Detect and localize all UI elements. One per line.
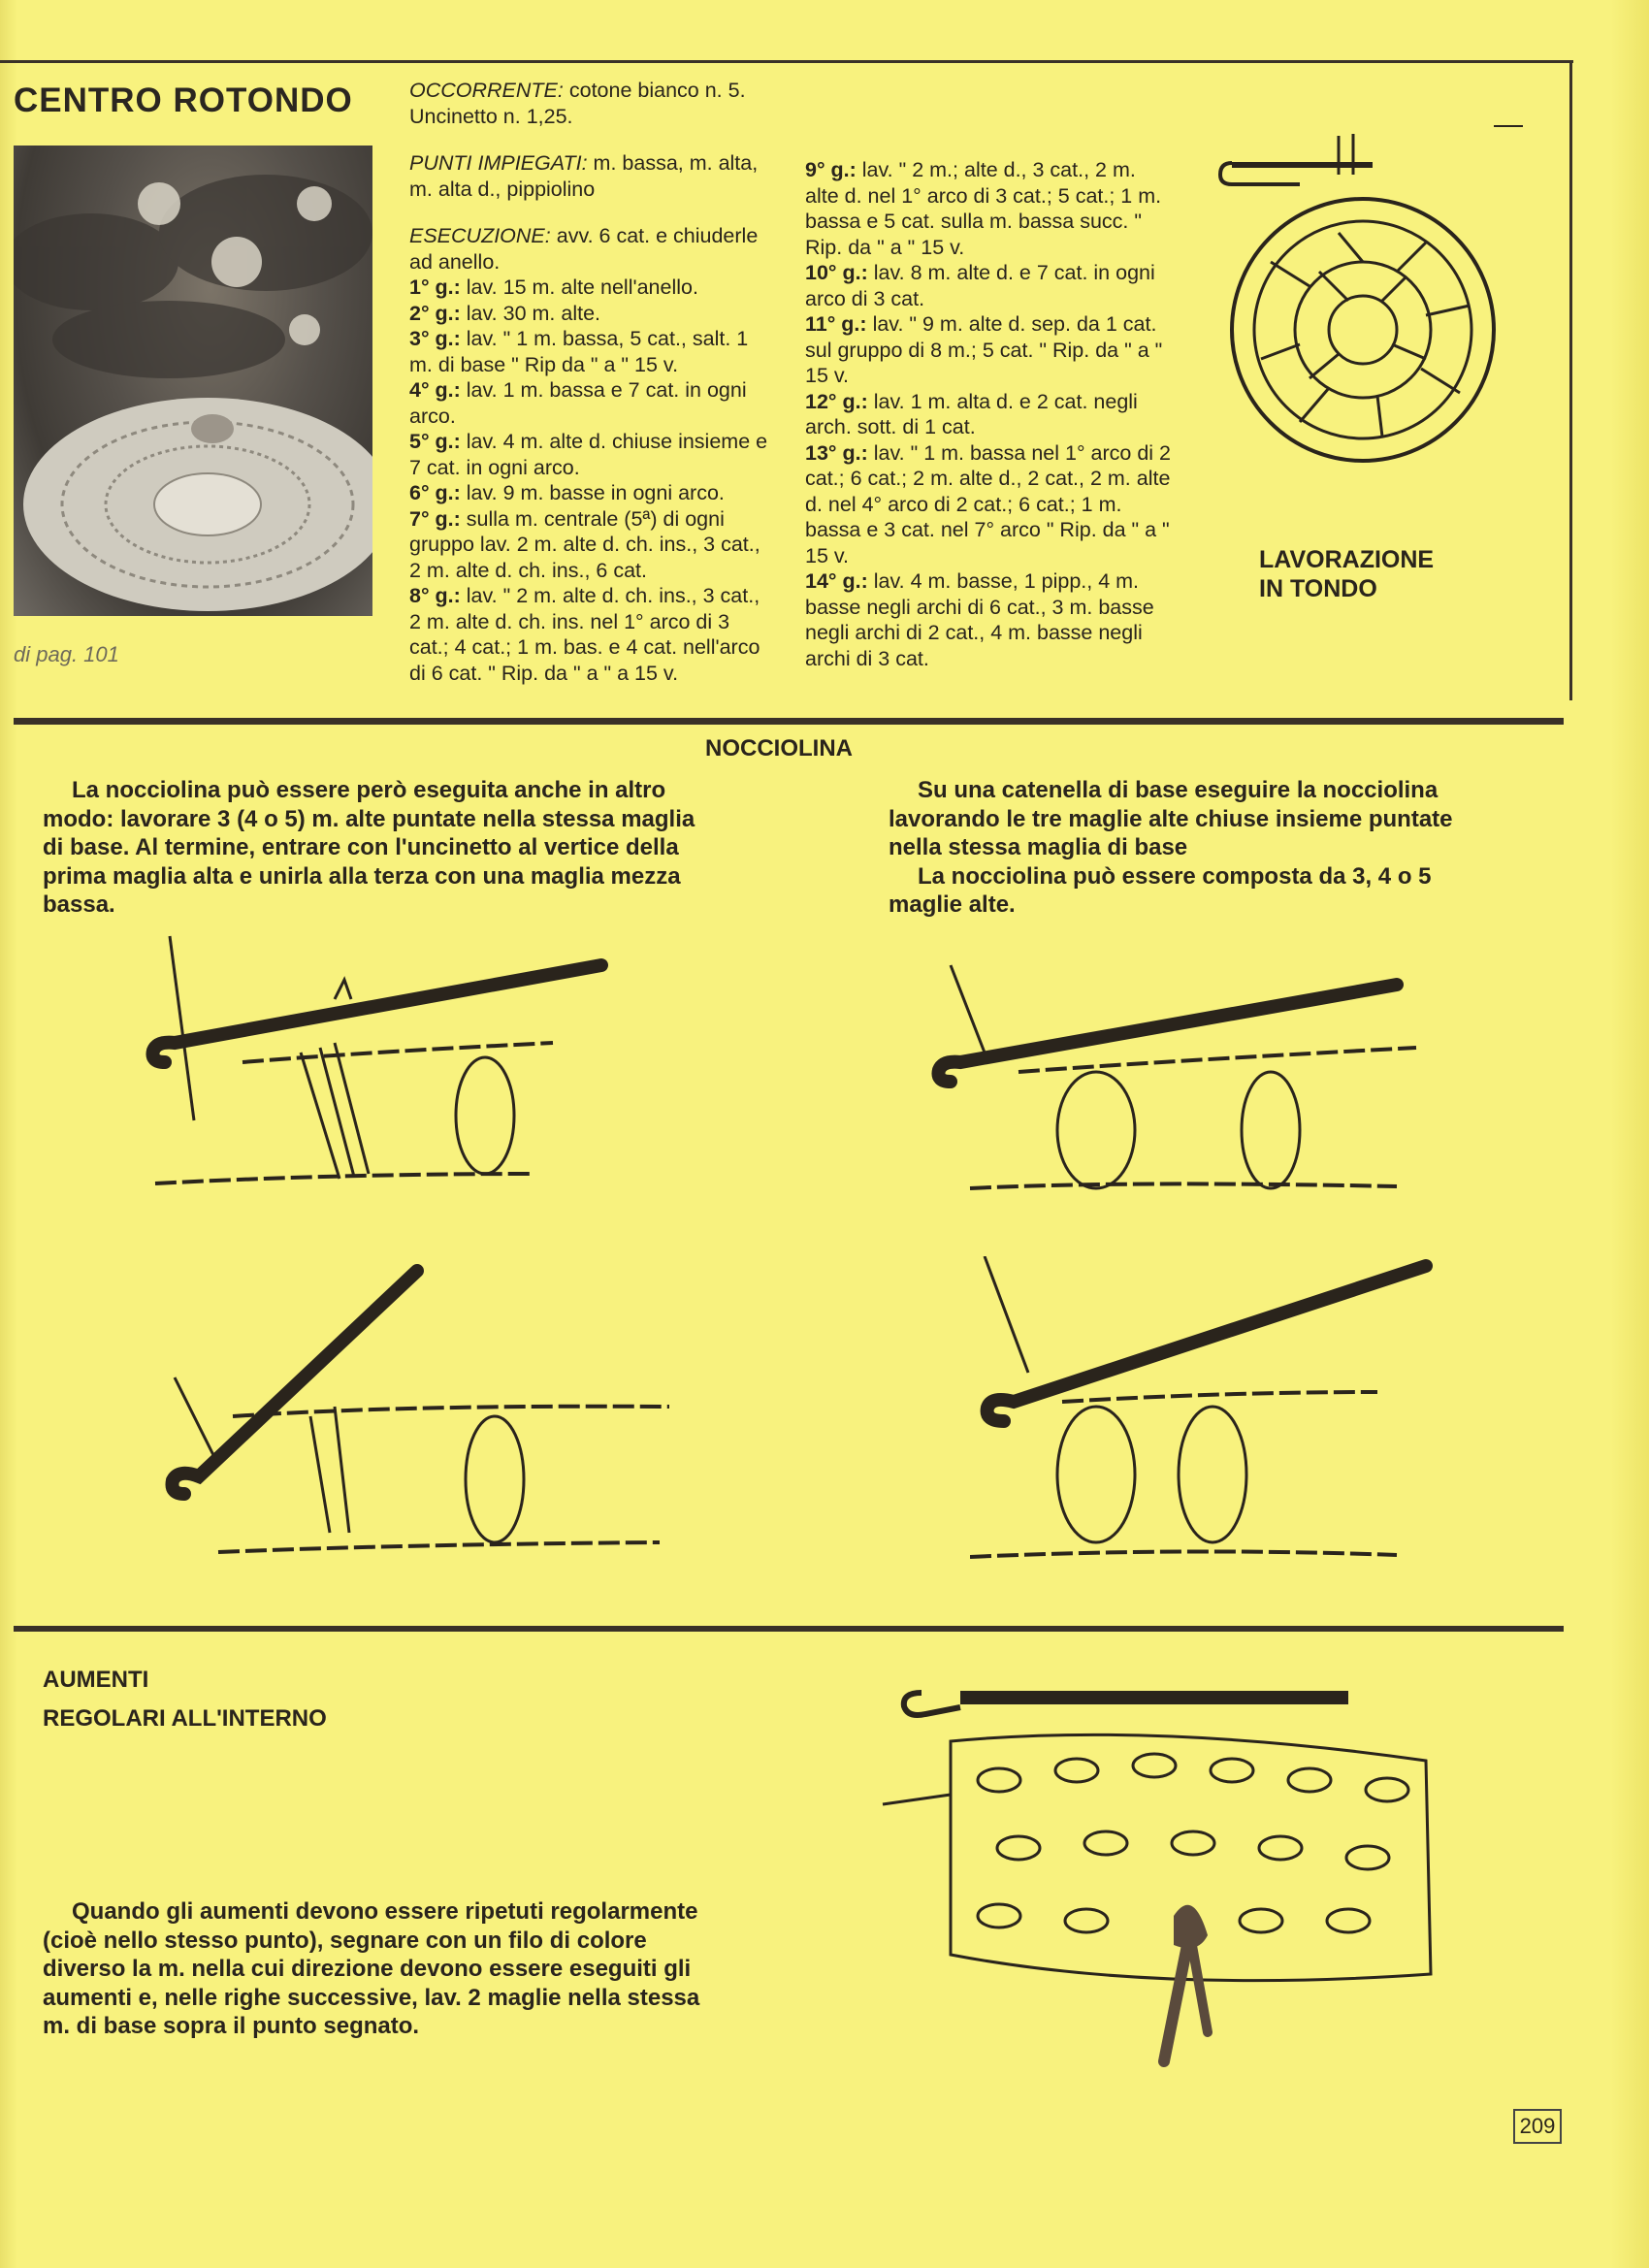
row-instruction: 14° g.: lav. 4 m. basse, 1 pipp., 4 m. basse negli archi di 6 cat., 3 m. basse negli archi di 2 cat., 4 m. basse negli archi di 3 cat. <box>805 569 1154 670</box>
nocciolina-step-1-illustration <box>146 926 689 1203</box>
row-instruction: 12° g.: lav. 1 m. alta d. e 2 cat. negli arch. sott. di 1 cat. <box>805 389 1138 438</box>
row-instruction: 9° g.: lav. " 2 m.; alte d., 3 cat., 2 m. alte d. nel 1° arco di 3 cat.; 5 cat.; 1 m. bassa e 5 cat. sulla m. bassa succ. " Rip. da " a " 15 v. <box>805 158 1162 259</box>
nocciolina-right-text: Su una catenella di base eseguire la nocciolina lavorando le tre maglie alte chiuse insieme puntate nella stessa maglia di base La nocciolina può essere composta da 3, 4 o 5 maglie alte. <box>889 777 1453 918</box>
row-instruction: 13° g.: lav. " 1 m. bassa nel 1° arco di 2 cat.; 6 cat.; 2 m. alte d., 2 cat., 2 m. alte d. nel 4° arco di 2 cat.; 6 cat.; 1 m. bassa e 3 cat. nel 7° arco " Rip. da " a " 15 v. <box>805 440 1171 567</box>
esecuzione-text: avv. 6 cat. e chiuderle ad anello. <box>409 224 759 274</box>
nocciolina-heading: NOCCIOLINA <box>705 735 853 761</box>
page-title: CENTRO ROTONDO <box>14 81 353 119</box>
top-rule <box>0 60 1573 63</box>
aumenti-text: Quando gli aumenti devono essere ripetuti regolarmente (cioè nello stesso punto), segnare con un filo di colore diverso la m. nella cui direzione devono essere eseguiti gli aumenti e, nelle righe successive, lav. 2 maglie nella stessa m. di base sopra il punto segnato. <box>43 1898 700 2039</box>
row-instruction: 6° g.: lav. 9 m. basse in ogni arco. <box>409 481 725 504</box>
occorrente-label: OCCORRENTE: <box>409 79 564 102</box>
aumenti-illustration <box>863 1664 1445 2090</box>
row-instruction: 5° g.: lav. 4 m. alte d. chiuse insieme e 7 cat. in ogni arco. <box>409 430 768 479</box>
row-instruction: 8° g.: lav. " 2 m. alte d. ch. ins., 3 cat., 2 m. alte d. ch. ins. nel 1° arco di 3 cat.; 4 cat.; 1 m. bas. e 4 cat. nell'arco di 6 cat. " Rip. da " a " a 15 v. <box>409 584 760 685</box>
punti-text: m. bassa, m. alta, m. alta d., pippiolino <box>409 151 759 201</box>
instructions-column-1 <box>409 78 773 686</box>
section-rule-aumenti <box>14 1626 1564 1632</box>
aumenti-heading: AUMENTI <box>43 1667 149 1693</box>
row-instruction: 1° g.: lav. 15 m. alte nell'anello. <box>409 275 698 299</box>
nocciolina-left-text: La nocciolina può essere però eseguita anche in altro modo: lavorare 3 (4 o 5) m. alte puntate nella stessa maglia di base. Al termine, entrare con l'uncinetto al vertice della prima maglia alta e unirla alla terza con una maglia mezza bassa. <box>43 777 695 918</box>
punti-label: PUNTI IMPIEGATI: <box>409 151 588 175</box>
instructions-column-2 <box>805 157 1174 671</box>
round-work-diagram <box>1203 116 1523 485</box>
photo-source-ref: di pag. 101 <box>14 642 119 666</box>
right-frame-rule <box>1569 60 1572 700</box>
row-instruction: 3° g.: lav. " 1 m. bassa, 5 cat., salt. 1 m. di base " Rip da " a " 15 v. <box>409 327 749 376</box>
nocciolina-step-3-illustration <box>165 1261 679 1581</box>
diagram-caption: LAVORAZIONE IN TONDO <box>1259 546 1435 602</box>
row-instruction: 10° g.: lav. 8 m. alte d. e 7 cat. in ogni arco di 3 cat. <box>805 261 1155 310</box>
aumenti-subheading: REGOLARI ALL'INTERNO <box>43 1705 327 1732</box>
nocciolina-step-4-illustration <box>970 1256 1455 1576</box>
nocciolina-step-2-illustration <box>931 956 1436 1217</box>
section-rule-nocciolina <box>14 718 1564 725</box>
row-instruction: 4° g.: lav. 1 m. bassa e 7 cat. in ogni arco. <box>409 378 747 428</box>
occorrente-text: cotone bianco n. 5. Uncinetto n. 1,25. <box>409 79 746 128</box>
row-instruction: 7° g.: sulla m. centrale (5ª) di ogni gruppo lav. 2 m. alte d. ch. ins., 3 cat., 2 m. alte d. ch. ins., 6 cat. <box>409 506 760 582</box>
row-instruction: 2° g.: lav. 30 m. alte. <box>409 301 600 325</box>
esecuzione-label: ESECUZIONE: <box>409 224 551 247</box>
doily-illustration <box>14 146 372 616</box>
doily-photo <box>14 146 372 616</box>
page-number: 209 <box>1513 2109 1562 2144</box>
row-instruction: 11° g.: lav. " 9 m. alte d. sep. da 1 cat. sul gruppo di 8 m.; 5 cat. " Rip. da " a " 15 v. <box>805 312 1163 387</box>
